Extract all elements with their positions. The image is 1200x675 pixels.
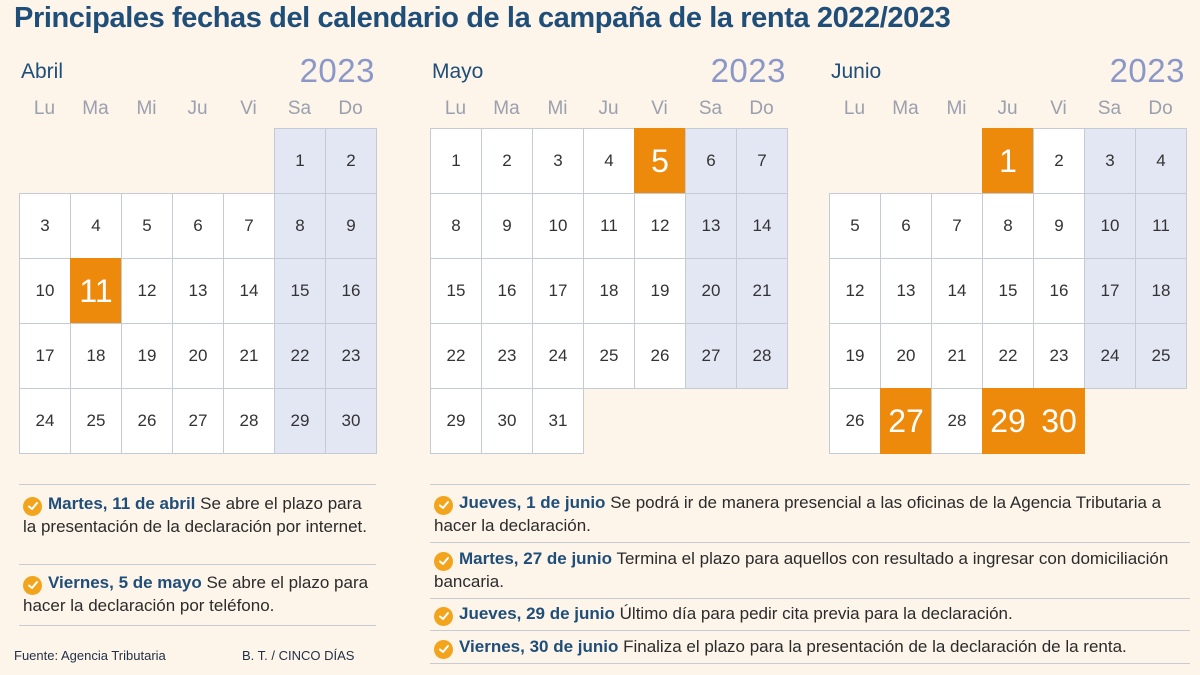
day-cell: 25 [70,388,122,454]
day-cell: 8 [430,193,482,259]
highlighted-day-cell: 30 [1033,388,1085,454]
day-cell: 19 [121,323,173,389]
month-name: Junio [831,60,882,83]
key-date-note [19,564,376,626]
note-date: Viernes, 30 de junio [459,637,619,656]
day-cell: 27 [685,323,737,389]
day-cell: 11 [583,193,635,259]
weekday-label: Sa [1097,98,1122,119]
day-cell: 1 [430,128,482,194]
check-icon [23,576,42,595]
day-cell: 4 [70,193,122,259]
day-cell: 9 [325,193,377,259]
note-date: Viernes, 5 de mayo [48,573,202,592]
day-cell: 22 [274,323,326,389]
weekday-label: Ma [892,98,919,119]
day-cell: 25 [583,323,635,389]
note-text: Se abre el plazo para la presentación de la declaración por internet. [23,494,367,536]
day-cell: 23 [1033,323,1085,389]
weekday-label: Do [749,98,774,119]
day-cell: 3 [532,128,584,194]
footer-credit: B. T. / CINCO DÍAS [242,648,355,663]
day-cell: 20 [172,323,224,389]
day-cell: 27 [172,388,224,454]
note-date: Martes, 27 de junio [459,549,613,568]
day-cell: 21 [931,323,983,389]
footer-source: Fuente: Agencia Tributaria [14,648,166,663]
month-year: 2023 [710,52,786,89]
weekday-header [829,98,1186,122]
weekday-label: Vi [651,98,668,119]
day-cell: 15 [274,258,326,324]
day-cell: 26 [121,388,173,454]
check-icon [434,607,453,626]
day-cell: 8 [982,193,1034,259]
weekday-header [19,98,376,122]
key-date-note [430,484,1190,542]
day-cell: 28 [931,388,983,454]
weekday-label: Ju [997,98,1018,119]
highlighted-day-cell: 29 [982,388,1034,454]
weekday-label: Mi [547,98,568,119]
day-grid [829,128,1187,458]
day-cell: 28 [736,323,788,389]
day-cell: 14 [736,193,788,259]
month-name: Abril [21,60,64,83]
day-grid [19,128,377,458]
day-cell: 7 [931,193,983,259]
day-cell: 28 [223,388,275,454]
day-cell: 16 [481,258,533,324]
day-cell: 12 [121,258,173,324]
weekday-label: Ju [187,98,208,119]
day-cell: 9 [481,193,533,259]
day-cell: 8 [274,193,326,259]
note-text: Se podrá ir de manera presencial a las oficinas de la Agencia Tributaria a hacer la declaración. [434,493,1162,535]
day-cell: 10 [1084,193,1136,259]
day-cell: 6 [172,193,224,259]
day-cell: 24 [532,323,584,389]
day-cell: 7 [736,128,788,194]
weekday-label: Ma [82,98,109,119]
key-date-note [430,630,1190,664]
note-text: Termina el plazo para aquellos con resultado a ingresar con domiciliación bancaria. [434,549,1169,591]
weekday-label: Mi [946,98,967,119]
day-cell: 25 [1135,323,1187,389]
day-cell: 13 [685,193,737,259]
day-cell: 6 [880,193,932,259]
day-cell: 13 [172,258,224,324]
day-cell: 17 [19,323,71,389]
day-cell: 23 [481,323,533,389]
weekday-label: Vi [240,98,257,119]
day-cell: 18 [70,323,122,389]
day-cell: 19 [634,258,686,324]
day-cell: 18 [1135,258,1187,324]
day-cell: 10 [19,258,71,324]
weekday-label: Ma [493,98,520,119]
day-cell: 15 [982,258,1034,324]
weekday-label: Lu [33,98,56,119]
day-cell: 29 [430,388,482,454]
day-cell: 4 [1135,128,1187,194]
day-cell: 2 [481,128,533,194]
weekday-label: Mi [136,98,157,119]
day-cell: 30 [481,388,533,454]
day-cell: 3 [19,193,71,259]
note-date: Jueves, 1 de junio [459,493,606,512]
page-title: Principales fechas del calendario de la campaña de la renta 2022/2023 [14,2,951,34]
note-text: Se abre el plazo para hacer la declaración por teléfono. [23,573,369,615]
day-cell: 15 [430,258,482,324]
key-date-note [430,598,1190,630]
check-icon [23,497,42,516]
day-cell: 22 [430,323,482,389]
weekday-label: Lu [843,98,866,119]
day-cell: 16 [1033,258,1085,324]
day-grid [430,128,788,458]
day-cell: 22 [982,323,1034,389]
day-cell: 19 [829,323,881,389]
check-icon [434,640,453,659]
weekday-label: Do [1148,98,1173,119]
day-cell: 5 [121,193,173,259]
day-cell: 5 [829,193,881,259]
key-date-note [430,542,1190,598]
day-cell: 16 [325,258,377,324]
day-cell: 6 [685,128,737,194]
day-cell: 29 [274,388,326,454]
note-text: Último día para pedir cita previa para la declaración. [619,604,1013,623]
day-cell: 26 [829,388,881,454]
weekday-label: Vi [1050,98,1067,119]
highlighted-day-cell: 27 [880,388,932,454]
day-cell: 17 [532,258,584,324]
month-name: Mayo [432,60,484,83]
weekday-label: Sa [698,98,723,119]
day-cell: 4 [583,128,635,194]
day-cell: 20 [880,323,932,389]
month-year: 2023 [299,52,375,89]
highlighted-day-cell: 5 [634,128,686,194]
note-text: Finaliza el plazo para la presentación de la declaración de la renta. [618,637,1127,656]
day-cell: 21 [223,323,275,389]
key-date-note [19,484,376,562]
day-cell: 11 [1135,193,1187,259]
day-cell: 1 [274,128,326,194]
note-date: Jueves, 29 de junio [459,604,615,623]
day-cell: 23 [325,323,377,389]
day-cell: 9 [1033,193,1085,259]
day-cell: 30 [325,388,377,454]
day-cell: 12 [829,258,881,324]
highlighted-day-cell: 1 [982,128,1034,194]
weekday-label: Lu [444,98,467,119]
day-cell: 26 [634,323,686,389]
day-cell: 31 [532,388,584,454]
day-cell: 17 [1084,258,1136,324]
day-cell: 14 [223,258,275,324]
day-cell: 10 [532,193,584,259]
check-icon [434,552,453,571]
day-cell: 3 [1084,128,1136,194]
note-date: Martes, 11 de abril [48,494,196,513]
day-cell: 13 [880,258,932,324]
weekday-header [430,98,787,122]
day-cell: 21 [736,258,788,324]
weekday-label: Do [338,98,363,119]
check-icon [434,496,453,515]
day-cell: 2 [325,128,377,194]
day-cell: 24 [19,388,71,454]
day-cell: 20 [685,258,737,324]
day-cell: 18 [583,258,635,324]
day-cell: 24 [1084,323,1136,389]
day-cell: 2 [1033,128,1085,194]
highlighted-day-cell: 11 [70,258,122,324]
day-cell: 12 [634,193,686,259]
day-cell: 7 [223,193,275,259]
day-cell: 14 [931,258,983,324]
month-year: 2023 [1109,52,1185,89]
weekday-label: Ju [598,98,619,119]
weekday-label: Sa [287,98,312,119]
